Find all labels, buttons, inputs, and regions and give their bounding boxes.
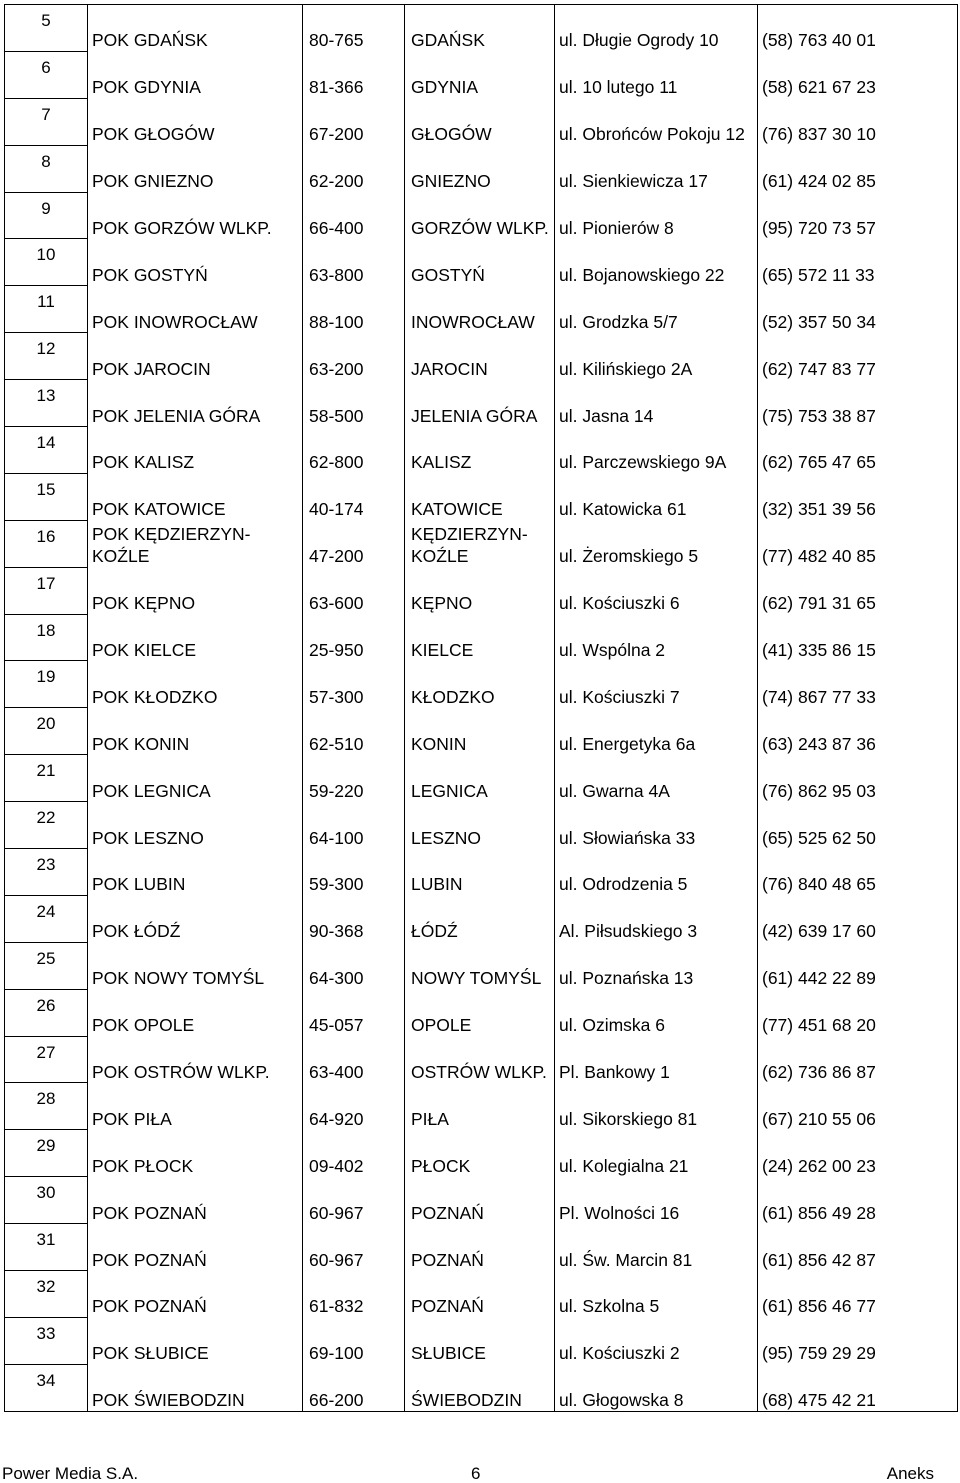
cell-n: 28 — [5, 1083, 88, 1130]
cell-phone: (62) 747 83 77 — [758, 333, 958, 380]
cell-city: GOSTYŃ — [405, 239, 555, 286]
cell-zip: 90-368 — [303, 895, 405, 942]
pok-address-table — [4, 4, 958, 1412]
cell-phone: (61) 442 22 89 — [758, 942, 958, 989]
cell-street: ul. Kościuszki 7 — [555, 661, 758, 708]
cell-street: ul. Poznańska 13 — [555, 942, 758, 989]
cell-name: POK POZNAŃ — [88, 1224, 303, 1271]
table-row — [5, 989, 958, 1036]
cell-n: 12 — [5, 333, 88, 380]
cell-zip: 64-300 — [303, 942, 405, 989]
cell-zip: 62-200 — [303, 145, 405, 192]
table-row — [5, 755, 958, 802]
table-row — [5, 567, 958, 614]
cell-zip: 59-220 — [303, 755, 405, 802]
cell-zip: 69-100 — [303, 1317, 405, 1364]
cell-zip: 58-500 — [303, 380, 405, 427]
cell-city: GORZÓW WLKP. — [405, 192, 555, 239]
cell-zip: 09-402 — [303, 1130, 405, 1177]
cell-zip: 63-200 — [303, 333, 405, 380]
cell-name: POK PŁOCK — [88, 1130, 303, 1177]
table-row — [5, 802, 958, 849]
cell-city: LUBIN — [405, 849, 555, 896]
cell-city: PŁOCK — [405, 1130, 555, 1177]
cell-n: 8 — [5, 145, 88, 192]
cell-name: POK LEGNICA — [88, 755, 303, 802]
cell-zip: 59-300 — [303, 849, 405, 896]
cell-zip: 80-765 — [303, 5, 405, 52]
cell-n: 29 — [5, 1130, 88, 1177]
cell-street: ul. Sikorskiego 81 — [555, 1083, 758, 1130]
cell-street: ul. Parczewskiego 9A — [555, 427, 758, 474]
cell-city: POZNAŃ — [405, 1177, 555, 1224]
cell-phone: (32) 351 39 56 — [758, 473, 958, 520]
cell-city: OSTRÓW WLKP. — [405, 1036, 555, 1083]
cell-city: GŁOGÓW — [405, 98, 555, 145]
cell-n: 21 — [5, 755, 88, 802]
cell-city: KŁODZKO — [405, 661, 555, 708]
cell-street: ul. Szkolna 5 — [555, 1271, 758, 1318]
cell-zip: 66-400 — [303, 192, 405, 239]
cell-name: POK KĘPNO — [88, 567, 303, 614]
cell-zip: 25-950 — [303, 614, 405, 661]
footer-page-number: 6 — [471, 1464, 481, 1483]
cell-name: POK KĘDZIERZYN-KOŹLE — [88, 520, 303, 567]
table-row — [5, 192, 958, 239]
cell-city: POZNAŃ — [405, 1224, 555, 1271]
cell-zip: 62-510 — [303, 708, 405, 755]
cell-n: 17 — [5, 567, 88, 614]
cell-zip: 45-057 — [303, 989, 405, 1036]
cell-zip: 57-300 — [303, 661, 405, 708]
cell-n: 16 — [5, 520, 88, 567]
cell-street: ul. Grodzka 5/7 — [555, 286, 758, 333]
page-footer — [0, 1465, 960, 1483]
table-row — [5, 1083, 958, 1130]
cell-city: NOWY TOMYŚL — [405, 942, 555, 989]
cell-n: 15 — [5, 473, 88, 520]
table-row — [5, 1224, 958, 1271]
cell-zip: 66-200 — [303, 1364, 405, 1411]
cell-phone: (24) 262 00 23 — [758, 1130, 958, 1177]
cell-street: ul. Głogowska 8 — [555, 1364, 758, 1411]
cell-street: Al. Piłsudskiego 3 — [555, 895, 758, 942]
cell-city: GNIEZNO — [405, 145, 555, 192]
cell-n: 18 — [5, 614, 88, 661]
cell-name: POK KATOWICE — [88, 473, 303, 520]
cell-city: PIŁA — [405, 1083, 555, 1130]
table-row — [5, 661, 958, 708]
cell-city: KATOWICE — [405, 473, 555, 520]
cell-city: ŁÓDŹ — [405, 895, 555, 942]
cell-name: POK KALISZ — [88, 427, 303, 474]
table-row — [5, 380, 958, 427]
cell-zip: 64-920 — [303, 1083, 405, 1130]
cell-name: POK KIELCE — [88, 614, 303, 661]
cell-n: 9 — [5, 192, 88, 239]
cell-zip: 40-174 — [303, 473, 405, 520]
cell-city: KĘDZIERZYN-KOŹLE — [405, 520, 555, 567]
table-row — [5, 1036, 958, 1083]
table-row — [5, 520, 958, 567]
cell-phone: (61) 856 42 87 — [758, 1224, 958, 1271]
cell-n: 6 — [5, 51, 88, 98]
cell-street: ul. Kościuszki 2 — [555, 1317, 758, 1364]
cell-n: 24 — [5, 895, 88, 942]
cell-name: POK OPOLE — [88, 989, 303, 1036]
cell-phone: (61) 856 46 77 — [758, 1271, 958, 1318]
cell-n: 5 — [5, 5, 88, 52]
cell-phone: (62) 736 86 87 — [758, 1036, 958, 1083]
cell-phone: (58) 763 40 01 — [758, 5, 958, 52]
cell-city: ŚWIEBODZIN — [405, 1364, 555, 1411]
cell-name: POK LESZNO — [88, 802, 303, 849]
cell-street: ul. 10 lutego 11 — [555, 51, 758, 98]
cell-phone: (76) 840 48 65 — [758, 849, 958, 896]
cell-street: ul. Słowiańska 33 — [555, 802, 758, 849]
cell-n: 33 — [5, 1317, 88, 1364]
cell-name: POK GORZÓW WLKP. — [88, 192, 303, 239]
cell-zip: 61-832 — [303, 1271, 405, 1318]
cell-n: 14 — [5, 427, 88, 474]
cell-n: 32 — [5, 1271, 88, 1318]
cell-phone: (77) 482 40 85 — [758, 520, 958, 567]
cell-city: SŁUBICE — [405, 1317, 555, 1364]
table-row — [5, 98, 958, 145]
cell-street: ul. Sienkiewicza 17 — [555, 145, 758, 192]
footer-section: Aneks — [886, 1464, 934, 1483]
table-row — [5, 333, 958, 380]
cell-name: POK LUBIN — [88, 849, 303, 896]
cell-n: 26 — [5, 989, 88, 1036]
cell-phone: (52) 357 50 34 — [758, 286, 958, 333]
cell-phone: (95) 720 73 57 — [758, 192, 958, 239]
cell-zip: 62-800 — [303, 427, 405, 474]
cell-name: POK JELENIA GÓRA — [88, 380, 303, 427]
table-row — [5, 145, 958, 192]
cell-city: KONIN — [405, 708, 555, 755]
cell-zip: 60-967 — [303, 1177, 405, 1224]
cell-phone: (62) 765 47 65 — [758, 427, 958, 474]
cell-zip: 63-800 — [303, 239, 405, 286]
cell-name: POK GDAŃSK — [88, 5, 303, 52]
cell-phone: (65) 572 11 33 — [758, 239, 958, 286]
cell-street: ul. Obrońców Pokoju 12 — [555, 98, 758, 145]
cell-phone: (61) 424 02 85 — [758, 145, 958, 192]
cell-name: POK JAROCIN — [88, 333, 303, 380]
cell-phone: (63) 243 87 36 — [758, 708, 958, 755]
cell-city: GDAŃSK — [405, 5, 555, 52]
cell-street: ul. Św. Marcin 81 — [555, 1224, 758, 1271]
cell-name: POK KŁODZKO — [88, 661, 303, 708]
cell-n: 7 — [5, 98, 88, 145]
cell-phone: (95) 759 29 29 — [758, 1317, 958, 1364]
cell-city: INOWROCŁAW — [405, 286, 555, 333]
cell-n: 22 — [5, 802, 88, 849]
cell-name: POK ŁÓDŹ — [88, 895, 303, 942]
cell-city: GDYNIA — [405, 51, 555, 98]
cell-zip: 63-600 — [303, 567, 405, 614]
table-body — [5, 5, 958, 1412]
cell-street: ul. Jasna 14 — [555, 380, 758, 427]
cell-n: 13 — [5, 380, 88, 427]
cell-city: LESZNO — [405, 802, 555, 849]
cell-name: POK GNIEZNO — [88, 145, 303, 192]
cell-phone: (41) 335 86 15 — [758, 614, 958, 661]
cell-name: POK GŁOGÓW — [88, 98, 303, 145]
cell-city: JAROCIN — [405, 333, 555, 380]
cell-phone: (67) 210 55 06 — [758, 1083, 958, 1130]
cell-street: ul. Długie Ogrody 10 — [555, 5, 758, 52]
cell-name: POK POZNAŃ — [88, 1177, 303, 1224]
cell-zip: 88-100 — [303, 286, 405, 333]
cell-phone: (58) 621 67 23 — [758, 51, 958, 98]
cell-n: 19 — [5, 661, 88, 708]
cell-city: POZNAŃ — [405, 1271, 555, 1318]
cell-street: ul. Żeromskiego 5 — [555, 520, 758, 567]
cell-name: POK NOWY TOMYŚL — [88, 942, 303, 989]
cell-phone: (42) 639 17 60 — [758, 895, 958, 942]
table-row — [5, 1130, 958, 1177]
cell-street: ul. Odrodzenia 5 — [555, 849, 758, 896]
cell-name: POK PIŁA — [88, 1083, 303, 1130]
cell-street: ul. Pionierów 8 — [555, 192, 758, 239]
cell-n: 30 — [5, 1177, 88, 1224]
cell-n: 27 — [5, 1036, 88, 1083]
table-row — [5, 473, 958, 520]
cell-n: 31 — [5, 1224, 88, 1271]
cell-zip: 81-366 — [303, 51, 405, 98]
cell-city: KIELCE — [405, 614, 555, 661]
cell-zip: 64-100 — [303, 802, 405, 849]
cell-name: POK KONIN — [88, 708, 303, 755]
table-row — [5, 239, 958, 286]
table-row — [5, 1317, 958, 1364]
table-row — [5, 942, 958, 989]
cell-city: KALISZ — [405, 427, 555, 474]
cell-city: LEGNICA — [405, 755, 555, 802]
cell-street: ul. Kilińskiego 2A — [555, 333, 758, 380]
cell-street: ul. Bojanowskiego 22 — [555, 239, 758, 286]
cell-name: POK POZNAŃ — [88, 1271, 303, 1318]
cell-phone: (61) 856 49 28 — [758, 1177, 958, 1224]
cell-name: POK INOWROCŁAW — [88, 286, 303, 333]
table-row — [5, 1364, 958, 1411]
table-row — [5, 286, 958, 333]
table-row — [5, 895, 958, 942]
cell-street: ul. Energetyka 6a — [555, 708, 758, 755]
cell-phone: (65) 525 62 50 — [758, 802, 958, 849]
cell-zip: 67-200 — [303, 98, 405, 145]
cell-city: KĘPNO — [405, 567, 555, 614]
cell-city: OPOLE — [405, 989, 555, 1036]
cell-street: Pl. Bankowy 1 — [555, 1036, 758, 1083]
cell-phone: (74) 867 77 33 — [758, 661, 958, 708]
table-row — [5, 1271, 958, 1318]
table-row — [5, 51, 958, 98]
cell-city: JELENIA GÓRA — [405, 380, 555, 427]
cell-street: ul. Wspólna 2 — [555, 614, 758, 661]
table-row — [5, 849, 958, 896]
cell-n: 10 — [5, 239, 88, 286]
table-row — [5, 5, 958, 52]
cell-name: POK OSTRÓW WLKP. — [88, 1036, 303, 1083]
cell-phone: (62) 791 31 65 — [758, 567, 958, 614]
cell-zip: 47-200 — [303, 520, 405, 567]
table-row — [5, 427, 958, 474]
table-row — [5, 1177, 958, 1224]
table-row — [5, 708, 958, 755]
cell-street: ul. Ozimska 6 — [555, 989, 758, 1036]
cell-n: 23 — [5, 849, 88, 896]
cell-street: ul. Katowicka 61 — [555, 473, 758, 520]
cell-name: POK SŁUBICE — [88, 1317, 303, 1364]
cell-phone: (76) 837 30 10 — [758, 98, 958, 145]
cell-n: 11 — [5, 286, 88, 333]
cell-n: 25 — [5, 942, 88, 989]
cell-street: Pl. Wolności 16 — [555, 1177, 758, 1224]
cell-phone: (76) 862 95 03 — [758, 755, 958, 802]
footer-company: Power Media S.A. — [2, 1464, 139, 1483]
cell-phone: (68) 475 42 21 — [758, 1364, 958, 1411]
cell-name: POK ŚWIEBODZIN — [88, 1364, 303, 1411]
cell-n: 34 — [5, 1364, 88, 1411]
cell-name: POK GDYNIA — [88, 51, 303, 98]
cell-zip: 63-400 — [303, 1036, 405, 1083]
cell-n: 20 — [5, 708, 88, 755]
table-row — [5, 614, 958, 661]
cell-zip: 60-967 — [303, 1224, 405, 1271]
cell-street: ul. Gwarna 4A — [555, 755, 758, 802]
cell-street: ul. Kolegialna 21 — [555, 1130, 758, 1177]
cell-street: ul. Kościuszki 6 — [555, 567, 758, 614]
cell-phone: (77) 451 68 20 — [758, 989, 958, 1036]
cell-name: POK GOSTYŃ — [88, 239, 303, 286]
cell-phone: (75) 753 38 87 — [758, 380, 958, 427]
